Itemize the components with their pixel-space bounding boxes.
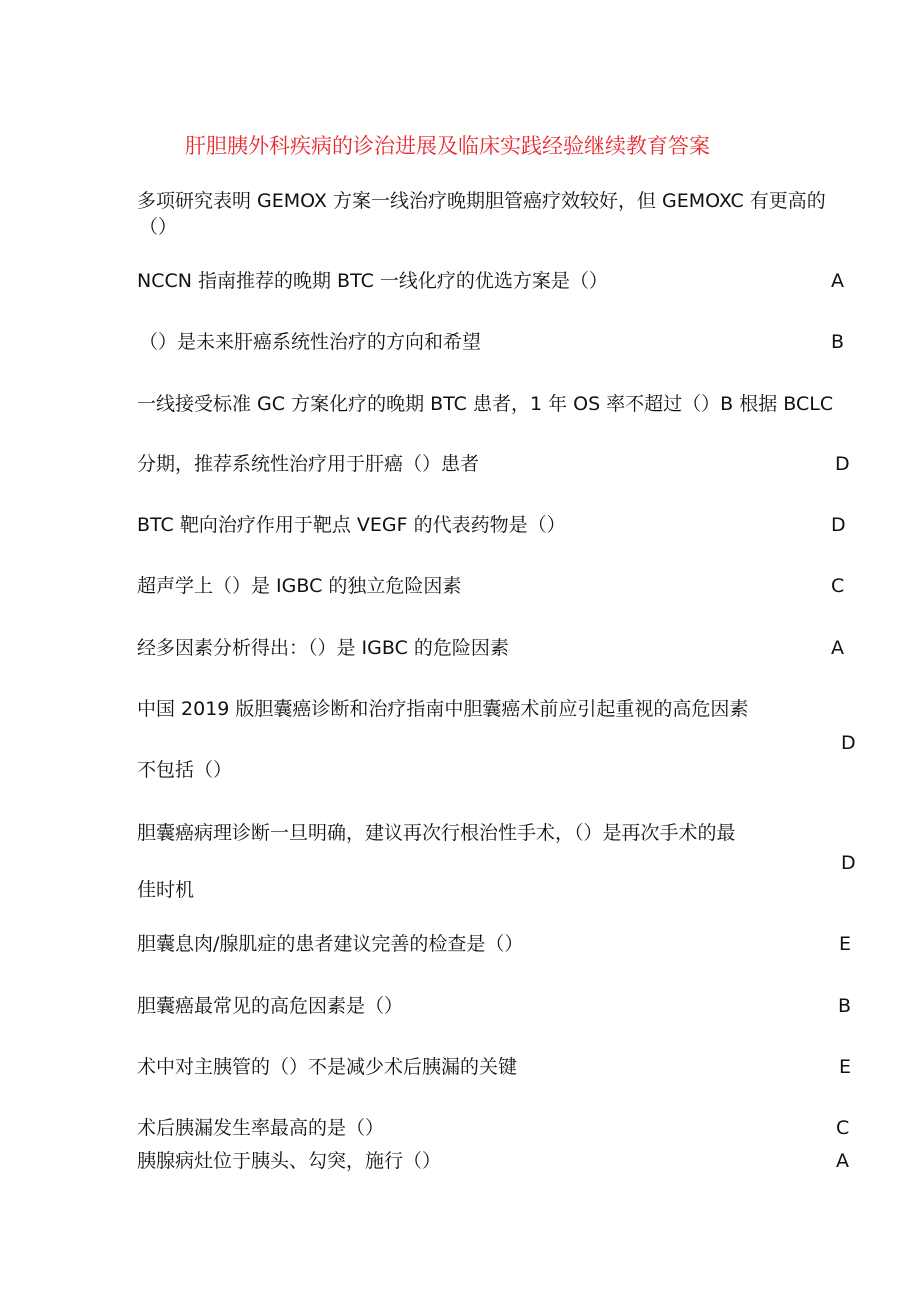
question-11-answer: B xyxy=(838,995,852,1017)
question-9-answer: D xyxy=(841,852,856,874)
question-6-answer: C xyxy=(831,575,845,597)
question-2-answer: B xyxy=(831,331,845,353)
question-11-text: 胆囊癌最常见的高危因素是（） xyxy=(137,995,404,1017)
question-13-answer: C xyxy=(836,1117,850,1139)
question-7-text: 经多因素分析得出：（）是 IGBC 的危险因素 xyxy=(137,637,509,659)
question-10-answer: E xyxy=(839,933,852,955)
question-6-text: 超声学上（）是 IGBC 的独立危险因素 xyxy=(137,575,462,597)
question-4-answer: D xyxy=(835,453,850,475)
question-1-answer: A xyxy=(831,270,844,292)
question-10-text: 胆囊息肉/腺肌症的患者建议完善的检查是（） xyxy=(137,933,524,955)
question-9-line-2: 佳时机 xyxy=(137,879,195,901)
question-8-line-2: 不包括（） xyxy=(137,759,233,781)
question-0-line-1: 多项研究表明 GEMOX 方案一线治疗晚期胆管癌疗效较好，但 GEMOXC 有更高的 xyxy=(137,190,826,212)
question-13-text: 术后胰漏发生率最高的是（） xyxy=(137,1117,385,1139)
question-1-text: NCCN 指南推荐的晚期 BTC 一线化疗的优选方案是（） xyxy=(137,270,608,292)
question-12-answer: E xyxy=(839,1056,852,1078)
question-14-text: 胰腺病灶位于胰头、勾突，施行（） xyxy=(137,1150,442,1172)
question-2-text: （）是未来肝癌系统性治疗的方向和希望 xyxy=(139,331,482,353)
question-8-answer: D xyxy=(841,732,856,754)
question-5-answer: D xyxy=(831,514,846,536)
question-9-line-1: 胆囊癌病理诊断一旦明确，建议再次行根治性手术，（）是再次手术的最 xyxy=(137,822,736,844)
question-12-text: 术中对主胰管的（）不是减少术后胰漏的关键 xyxy=(137,1056,518,1078)
question-7-answer: A xyxy=(831,637,844,659)
document-title: 肝胆胰外科疾病的诊治进展及临床实践经验继续教育答案 xyxy=(185,134,710,158)
question-5-text: BTC 靶向治疗作用于靶点 VEGF 的代表药物是（） xyxy=(137,514,566,536)
question-14-answer: A xyxy=(836,1150,849,1172)
question-0-line-2: （） xyxy=(139,216,178,238)
question-8-line-1: 中国 2019 版胆囊癌诊断和治疗指南中胆囊癌术前应引起重视的高危因素 xyxy=(137,698,749,720)
question-3-text: 一线接受标准 GC 方案化疗的晚期 BTC 患者，1 年 OS 率不超过（）B 根据 BCLC xyxy=(137,393,834,415)
question-4-text: 分期，推荐系统性治疗用于肝癌（）患者 xyxy=(137,453,480,475)
